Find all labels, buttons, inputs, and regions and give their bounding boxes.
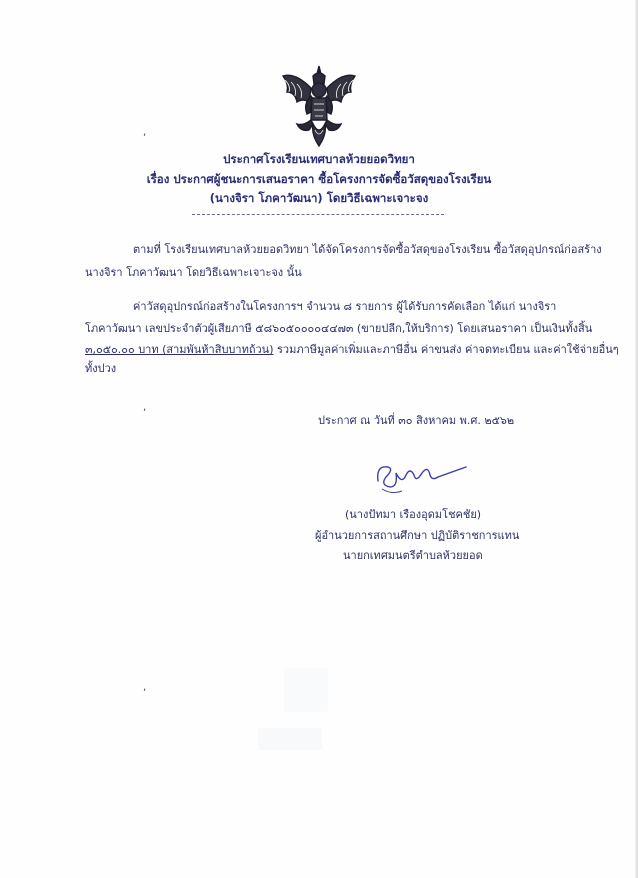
document-subtitle: (นางจิรา โภคาวัฒนา) โดยวิธีเฉพาะเจาะจง: [209, 191, 429, 205]
scan-speck: ,: [143, 127, 147, 138]
paragraph-1-line-1: ตามที่ โรงเรียนเทศบาลห้วยยอดวิทยา ได้จัดโครงการจัดซื้อวัสดุของโรงเรียน ซื้อวัสดุอุปกรณ์ก่อสร้าง: [133, 243, 602, 256]
paragraph-2-line-4: ทั้งปวง: [85, 362, 117, 375]
paragraph-2-line-3-rest: รวมภาษีมูลค่าเพิ่มและภาษีอื่น ค่าขนส่ง ค่าจดทะเบียน และค่าใช้จ่ายอื่นๆ: [273, 343, 619, 356]
handwritten-signature: [372, 455, 468, 499]
announcement-date: ประกาศ ณ วันที่ ๓๐ สิงหาคม พ.ศ. ๒๕๖๒: [318, 414, 515, 427]
signatory-position: ผู้อำนวยการสถานศึกษา ปฏิบัติราชการแทน: [315, 529, 520, 542]
scan-speck: ,: [143, 402, 147, 413]
paragraph-2-line-1: ค่าวัสดุอุปกรณ์ก่อสร้างในโครงการฯ จำนวน ๘ รายการ ผู้ได้รับการคัดเลือก ได้แก่ นางจิรา: [133, 300, 557, 313]
scan-artifact: [284, 668, 328, 712]
signatory-name: (นางปัทมา เรืองอุดมโชคชัย): [345, 508, 482, 521]
signatory-on-behalf: นายกเทศมนตรีตำบลห้วยยอด: [343, 549, 483, 562]
paragraph-2-line-3: [85, 340, 619, 358]
garuda-emblem-icon: [277, 62, 361, 150]
contract-amount: ๓,๐๕๐.๐๐ บาท (สามพันห้าสิบบาทถ้วน): [85, 343, 274, 356]
separator-line: [192, 214, 444, 215]
scan-artifact: [258, 728, 322, 750]
paragraph-1-line-2: นางจิรา โภคาวัฒนา โดยวิธีเฉพาะเจาะจง นั้น: [85, 266, 302, 279]
paragraph-2-line-2: โภคาวัฒนา เลขประจำตัวผู้เสียภาษี ๕๘๖๐๕๐๐๐๐๔๔๗๓ (ขายปลีก,ให้บริการ) โดยเสนอราคา เป็นเงินทั้งสิ้น: [85, 322, 593, 335]
document-subject: เรื่อง ประกาศผู้ชนะการเสนอราคา ซื้อโครงการจัดซื้อวัสดุของโรงเรียน: [146, 172, 492, 186]
scan-speck: ,: [143, 682, 147, 693]
document-title: ประกาศโรงเรียนเทศบาลห้วยยอดวิทยา: [223, 152, 415, 166]
